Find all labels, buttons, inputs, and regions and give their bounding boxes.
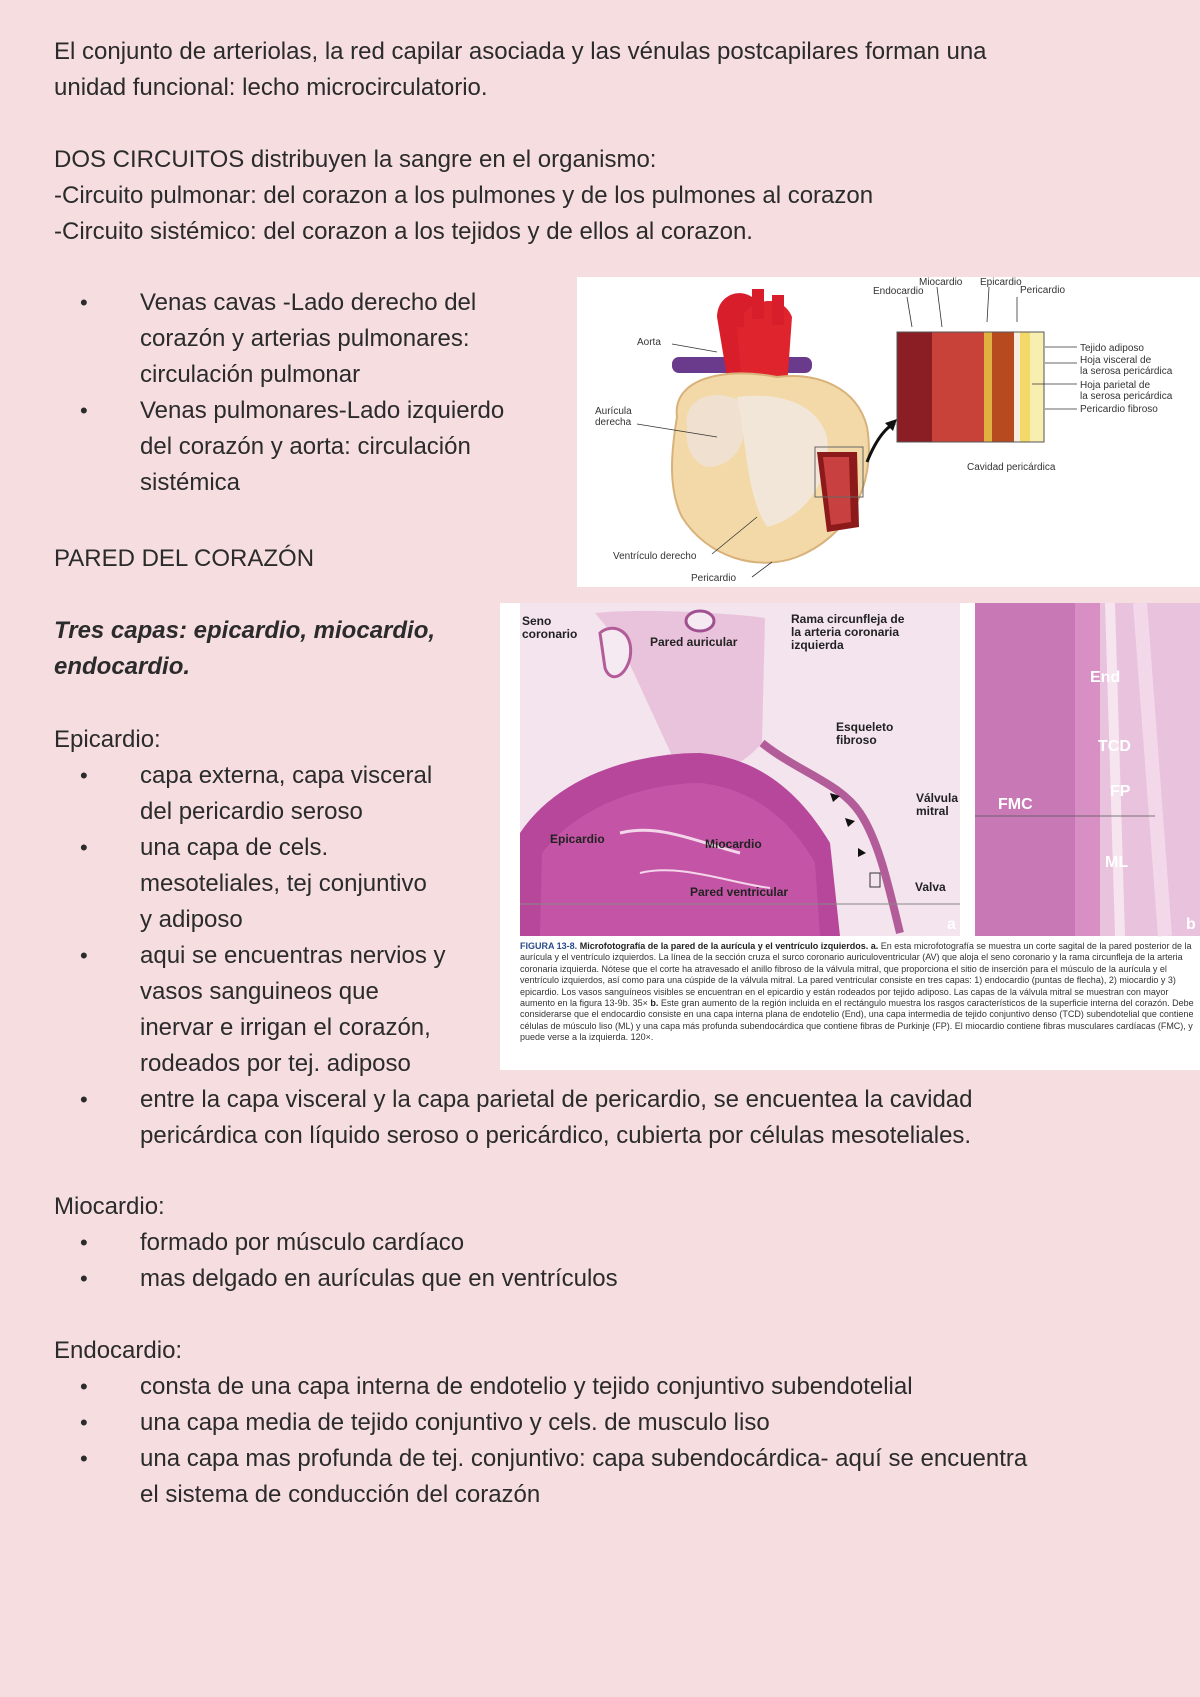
circumflex-artery xyxy=(686,611,714,631)
list-item-line: • aqui se encuentras nervios y xyxy=(140,942,446,969)
list-item-line: • una capa mas profunda de tej. conjuntivo: capa subendocárdica- aquí se encuentra xyxy=(140,1445,1028,1472)
leader-line xyxy=(937,287,942,327)
circuits-paragraph xyxy=(54,142,873,250)
aorta-branch xyxy=(772,295,784,325)
pericardial-cavity-band xyxy=(1014,332,1020,442)
label-cavidad-pericardica: Cavidad pericárdica xyxy=(967,462,1056,473)
heart-layers-line-2: endocardio. xyxy=(54,653,191,680)
label-hoja-parietal-2: la serosa pericárdica xyxy=(1080,391,1173,402)
list-item: • consta de una capa interna de endotelio y tejido conjuntivo subendotelial xyxy=(54,1369,1200,1405)
list-item-line: del pericardio seroso xyxy=(140,798,363,825)
list-item-line: circulación pulmonar xyxy=(140,361,361,388)
list-item: • mas delgado en aurículas que en ventrículos xyxy=(54,1261,1200,1297)
label-pericardio-fibroso: Pericardio fibroso xyxy=(1080,404,1158,415)
label-pericardio-bottom: Pericardio xyxy=(691,573,737,584)
leader-line xyxy=(907,297,912,327)
list-item-line: el sistema de conducción del corazón xyxy=(140,1481,541,1508)
label-rama: Rama circunfleja de xyxy=(791,612,905,626)
heart-layers-text xyxy=(54,613,435,685)
heart-layers-line-1: Tres capas: epicardio, miocardio, xyxy=(54,617,436,644)
aorta-branch xyxy=(732,297,744,327)
endocardio-list xyxy=(54,1369,1200,1513)
label-end: End xyxy=(1090,669,1121,686)
heart-wall-heading: PARED DEL CORAZÓN xyxy=(54,545,315,572)
veins-list xyxy=(54,285,574,501)
list-item-line: • entre la capa visceral y la capa parietal de pericardio, se encuentea la cavidad xyxy=(140,1086,973,1113)
caption-figure-number: FIGURA 13-8. xyxy=(520,941,578,951)
myocardium-band xyxy=(932,332,984,442)
label-hoja-visceral: Hoja visceral de xyxy=(1080,355,1152,366)
coronary-sinus xyxy=(600,628,631,676)
list-item: • formado por músculo cardíaco xyxy=(54,1225,1200,1261)
fibrous-pericardium-band xyxy=(1030,332,1044,442)
label-seno: Seno xyxy=(522,614,552,628)
intro-line-2: unidad funcional: lecho microcirculatorio. xyxy=(54,74,488,101)
label-seno-coronario: coronario xyxy=(522,627,578,641)
label-esqueleto: Esqueleto xyxy=(836,720,894,734)
list-item xyxy=(54,285,574,393)
label-auricula: Aurícula xyxy=(595,406,632,417)
heart-illustration xyxy=(577,277,1200,587)
list-item xyxy=(54,1441,1200,1513)
label-fmc: FMC xyxy=(998,796,1033,813)
list-item-line: sistémica xyxy=(140,469,241,496)
label-ml: ML xyxy=(1105,854,1129,871)
miocardio-title: Miocardio: xyxy=(54,1193,165,1220)
list-item-line: pericárdica con líquido seroso o pericárdico, cubierta por células mesoteliales. xyxy=(140,1122,972,1149)
label-tejido-adiposo: Tejido adiposo xyxy=(1080,343,1144,354)
caption-text: En esta microfotografía se muestra un corte sagital de la pared posterior de la aurícula y el ventrículo izquierdos. La línea de la sección cruza el surco coronario auriculoventricular (AV) que aloja el seno coronario y la rama circunfleja de la arteria coronaria izquierda. Nótese que el corte ha atravesado el anillo fibroso de la válvula mitral, que proporciona el sitio de inserción para el músculo de la aurícula y el ventrículo izquierdos, así como para una cúspide de la válvula mitral. La pared ventricular consiste en tres capas: 1) endocardio (puntas de flecha), 2) miocardio y 3) epicardio. Los vasos sanguíneos visibles se encuentran en el epicardio y están rodeados por tejido adiposo. Las capas de la válvula mitral se muestran con mayor aumento en la figura 13-9b. 35× xyxy=(520,941,1192,1009)
aorta-branch xyxy=(752,289,764,319)
label-esqueleto-2: fibroso xyxy=(836,733,877,747)
label-valvula-mitral: mitral xyxy=(916,804,949,818)
list-item-line: • Venas pulmonares-Lado izquierdo xyxy=(140,397,505,424)
leader-line xyxy=(752,562,772,577)
label-miocardio: Miocardio xyxy=(919,277,963,288)
label-hoja-parietal: Hoja parietal de xyxy=(1080,380,1151,391)
endocardio-title: Endocardio: xyxy=(54,1337,183,1364)
leader-line xyxy=(987,287,989,322)
label-pericardio: Pericardio xyxy=(1020,285,1066,296)
circuit-pulmonary: -Circuito pulmonar: del corazon a los pulmones y de los pulmones al corazon xyxy=(54,182,874,209)
circuits-title: DOS CIRCUITOS distribuyen la sangre en el organismo: xyxy=(54,146,657,173)
list-item-line: • Venas cavas -Lado derecho del xyxy=(140,289,477,316)
list-item xyxy=(54,1082,1200,1154)
list-item-line: inervar e irrigan el corazón, xyxy=(140,1014,431,1041)
label-panel-a: a xyxy=(947,916,956,933)
list-item: • una capa media de tejido conjuntivo y cels. de musculo liso xyxy=(54,1405,1200,1441)
circuit-systemic: -Circuito sistémico: del corazon a los tejidos y de ellos al corazon. xyxy=(54,218,753,245)
leader-line xyxy=(672,344,717,352)
label-valvula: Válvula xyxy=(916,791,959,805)
caption-bold: Microfotografía de la pared de la aurícula y el ventrículo izquierdos. a. xyxy=(579,941,879,951)
endocardium-band xyxy=(897,332,932,442)
list-item-line: mesoteliales, tej conjuntivo xyxy=(140,870,427,897)
label-panel-b: b xyxy=(1186,916,1196,933)
epicardio-title: Epicardio: xyxy=(54,726,161,753)
visceral-layer-band xyxy=(992,332,1014,442)
label-valva: Valva xyxy=(915,880,946,894)
miocardio-list xyxy=(54,1225,1200,1297)
label-pared-ventricular: Pared ventricular xyxy=(690,885,789,899)
label-ventriculo-derecho: Ventrículo derecho xyxy=(613,551,697,562)
label-fp: FP xyxy=(1110,783,1131,800)
label-endocardio: Endocardio xyxy=(873,286,924,297)
list-item-line: y adiposo xyxy=(140,906,243,933)
list-item-line: rodeados por tej. adiposo xyxy=(140,1050,411,1077)
label-hoja-visceral-2: la serosa pericárdica xyxy=(1080,366,1173,377)
list-item xyxy=(54,393,574,501)
label-rama-3: izquierda xyxy=(791,638,844,652)
parietal-layer-band xyxy=(1020,332,1030,442)
caption-text-2: Este gran aumento de la región incluida en el rectángulo muestra los rasgos característicos de la superficie interna del corazón. Debe considerarse que el endocardio consiste en una capa interna plana de endotelio (End), una capa intermedia de tejido conjuntivo denso (TCD) subendotelial que contiene células de músculo liso (ML) y una capa más profunda subendocárdica que contiene fibras de Purkinje (FP). El miocardio contiene fibras musculares cardíacas (FMC), y puede verse a la izquierda. 120×. xyxy=(520,998,1194,1043)
list-item-line: • capa externa, capa visceral xyxy=(140,762,433,789)
list-item-line: vasos sanguineos que xyxy=(140,978,379,1005)
histology-caption xyxy=(520,941,1196,1044)
heart-wall-figure xyxy=(577,277,1200,587)
label-aorta: Aorta xyxy=(637,337,661,348)
label-epicardio: Epicardio xyxy=(980,277,1022,288)
label-rama-2: la arteria coronaria xyxy=(791,625,900,639)
intro-paragraph xyxy=(54,34,987,106)
zoom-arrow xyxy=(867,423,895,462)
label-epicardio: Epicardio xyxy=(550,832,605,846)
label-pared-auricular: Pared auricular xyxy=(650,635,738,649)
intro-line-1: El conjunto de arteriolas, la red capilar asociada y las vénulas postcapilares forman una xyxy=(54,38,987,65)
list-item-line: corazón y arterias pulmonares: xyxy=(140,325,470,352)
caption-b: b. xyxy=(650,998,659,1009)
epicardium-band xyxy=(984,332,992,442)
label-auricula-derecha: derecha xyxy=(595,417,632,428)
panel-b-muscle xyxy=(975,603,1075,936)
list-item-line: • una capa de cels. xyxy=(140,834,329,861)
label-tcd: TCD xyxy=(1098,738,1131,755)
list-item-line: del corazón y aorta: circulación xyxy=(140,433,471,460)
label-miocardio: Miocardio xyxy=(705,837,762,851)
